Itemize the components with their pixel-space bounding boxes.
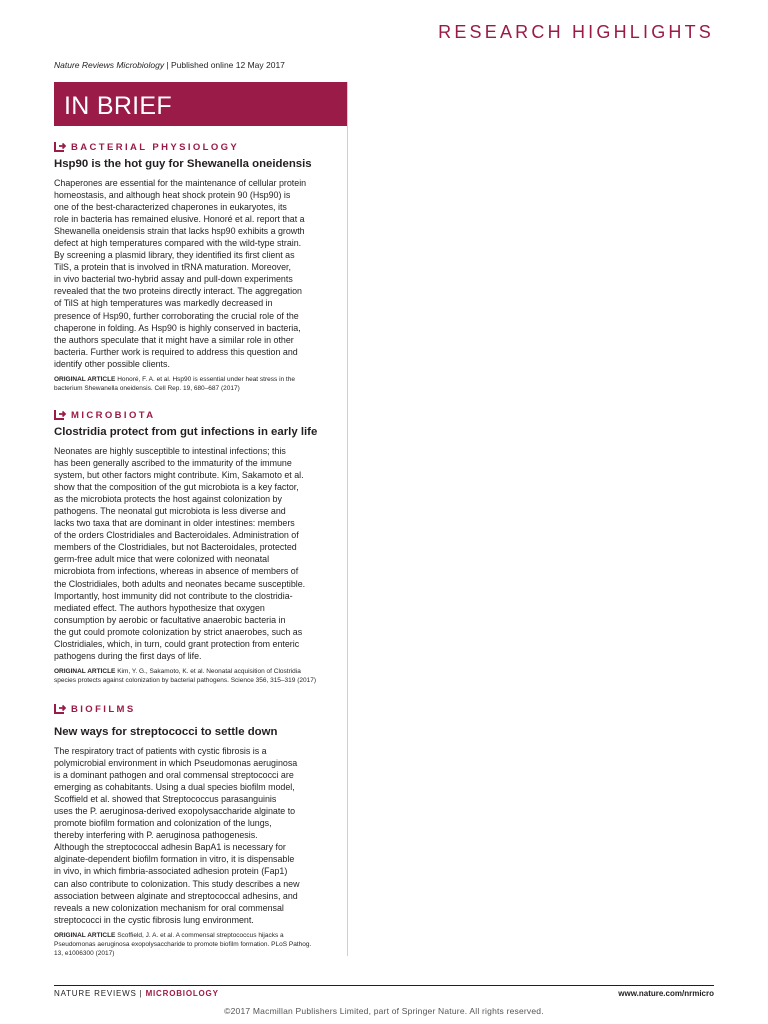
body-line: reveals a new colonization mechanism for oral commensal <box>54 902 284 913</box>
original-article <box>54 375 342 393</box>
body-line: of the orders Clostridiales and Bacteroidales. Administration of <box>54 530 299 541</box>
body-line: the gut could promote colonization by strict anaerobes, such as <box>54 626 303 637</box>
arrow-right-icon <box>54 141 66 153</box>
body-line: in vivo, in which fimbria-associated adhesion protein (Fap1) <box>54 866 288 877</box>
section-header <box>54 408 342 422</box>
body-line: in vivo bacterial two-hybrid assay and pull-down experiments <box>54 274 293 285</box>
body-line: polymicrobial environment in which Pseudomonas aeruginosa <box>54 758 298 769</box>
original-article <box>54 667 342 685</box>
reference-line: Pseudomonas aeruginosa exopolysaccharide to promote biofilm formation. PLoS Pathog. <box>54 940 312 948</box>
reference-line: Scoffield, J. A. et al. A commensal streptococcus hijacks a <box>117 931 284 939</box>
pub-separator: | <box>164 60 172 70</box>
body-line: Neonates are highly susceptible to intestinal infections; this <box>54 446 286 456</box>
publication-line <box>54 60 285 70</box>
original-article <box>54 931 342 958</box>
body-line: By screening a plasmid library, they identified its first client as <box>54 250 295 261</box>
section-headline: Hsp90 is the hot guy for Shewanella oneidensis <box>54 158 312 170</box>
section-category: BIOFILMS <box>71 703 136 715</box>
body-line: pathogens. The neonatal gut microbiota is less diverse and <box>54 506 286 517</box>
body-line: as the microbiota protects the host against colonization by <box>54 494 282 505</box>
section-headline: New ways for streptococci to settle down <box>54 726 278 738</box>
body-line: homeostasis, and although heat shock protein 90 (Hsp90) is <box>54 190 291 201</box>
body-line: members of the Clostridiales, but not Bacteroidales, protected <box>54 542 297 553</box>
body-line: can also contribute to colonization. This study describes a new <box>54 878 300 889</box>
reference-line: species protects against colonization by bacterial pathogens. Science 356, 315–319 (2017) <box>54 676 316 684</box>
section-category: MICROBIOTA <box>71 409 156 421</box>
original-article-label: ORIGINAL ARTICLE <box>54 931 116 939</box>
body-line: defect at high temperatures compared with the wild-type strain. <box>54 238 302 249</box>
body-line: TilS, a protein that is involved in tRNA maturation. Moreover, <box>54 262 291 273</box>
section-biofilms <box>54 702 342 958</box>
footer-divider <box>54 985 714 986</box>
body-line: the authors speculate that it might have a similar role in other <box>54 334 294 345</box>
section-body <box>54 445 342 662</box>
body-line: consumption by aerobic or facultative anaerobic bacteria in <box>54 614 286 625</box>
body-line: microbiota from infections, whereas in absence of members of <box>54 566 299 577</box>
body-line: Importantly, host immunity did not contribute to the clostridia- <box>54 590 293 601</box>
arrow-right-icon <box>54 409 66 421</box>
body-line: lacks two taxa that are dominant in older intestines: members <box>54 518 295 529</box>
body-line: Although the streptococcal adhesin BapA1 is necessary for <box>54 842 286 853</box>
body-line: emerging as cohabitants. Using a dual species biofilm model, <box>54 782 295 793</box>
original-article-label: ORIGINAL ARTICLE <box>54 667 116 675</box>
masthead: RESEARCH HIGHLIGHTS <box>438 22 714 42</box>
body-line: role in bacteria has remained elusive. Honoré et al. report that a <box>54 214 305 225</box>
footer-journal-section: MICROBIOLOGY <box>145 989 219 998</box>
in-brief-column <box>54 82 348 956</box>
body-line: mediated effect. The authors hypothesize that oxygen <box>54 602 265 613</box>
body-line: bacteria. Further work is required to address this question and <box>54 346 298 357</box>
section-body <box>54 177 342 370</box>
section-body <box>54 745 342 926</box>
body-line: pathogens during the first days of life. <box>54 650 202 661</box>
body-line: germ-free adult mice that were colonized with neonatal <box>54 554 270 565</box>
section-headline: Clostridia protect from gut infections in early life <box>54 426 318 438</box>
body-line: The respiratory tract of patients with cystic fibrosis is a <box>54 746 267 756</box>
body-line: identify other possible clients. <box>54 358 170 369</box>
reference-line: Kim, Y. G., Sakamoto, K. et al. Neonatal acquisition of Clostridia <box>117 667 301 675</box>
arrow-right-icon <box>54 703 66 715</box>
publication-date: Published online 12 May 2017 <box>171 60 285 70</box>
body-line: of TilS at high temperatures was markedly decreased in <box>54 298 273 309</box>
body-line: system, but other factors might contribute. Kim, Sakamoto et al. <box>54 470 304 481</box>
reference-line: 13, e1006300 (2017) <box>54 949 115 957</box>
body-line: Shewanella oneidensis strain that lacks hsp90 exhibits a growth <box>54 226 305 237</box>
body-line: Clostridiales, which, in turn, could grant protection from enteric <box>54 638 300 649</box>
body-line: the Clostridiales, both adults and neonates became susceptible. <box>54 578 306 589</box>
body-line: show that the composition of the gut microbiota is a key factor, <box>54 482 299 493</box>
footer-journal <box>54 989 219 998</box>
footer-separator: | <box>136 989 146 998</box>
body-line: thereby interfering with P. aeruginosa pathogenesis. <box>54 830 258 841</box>
body-line: one of the best-characterized chaperones in eukaryotes, its <box>54 202 287 213</box>
body-line: Scoffield et al. showed that Streptococcus parasanguinis <box>54 794 277 805</box>
journal-name: Nature Reviews Microbiology <box>54 60 165 70</box>
body-line: Chaperones are essential for the maintenance of cellular protein <box>54 178 307 188</box>
section-microbiota <box>54 408 342 685</box>
reference-line: bacterium Shewanella oneidensis. Cell Rep. 19, 680–687 (2017) <box>54 384 240 392</box>
section-category: BACTERIAL PHYSIOLOGY <box>71 141 240 153</box>
body-line: chaperone in folding. As Hsp90 is highly conserved in bacteria, <box>54 322 301 333</box>
body-line: promote biofilm formation and colonization of the lungs, <box>54 818 272 829</box>
section-header <box>54 140 342 154</box>
body-line: presence of Hsp90, further corroborating the crucial role of the <box>54 310 299 321</box>
original-article-label: ORIGINAL ARTICLE <box>54 375 116 383</box>
footer-journal-name: NATURE REVIEWS <box>54 989 137 998</box>
body-line: is a dominant pathogen and oral commensal streptococci are <box>54 770 294 781</box>
body-line: has been generally ascribed to the immaturity of the immune <box>54 458 292 469</box>
in-brief-banner: IN BRIEF <box>54 82 347 126</box>
copyright-notice: ©2017 Macmillan Publishers Limited, part of Springer Nature. All rights reserved. <box>224 1006 544 1016</box>
footer-url[interactable]: www.nature.com/nrmicro <box>618 989 714 998</box>
body-line: streptococci in the cystic fibrosis lung environment. <box>54 914 254 925</box>
section-bacterial-physiology <box>54 140 342 393</box>
body-line: uses the P. aeruginosa-derived exopolysaccharide alginate to <box>54 806 296 817</box>
body-line: alginate-dependent biofilm formation in vitro, it is dispensable <box>54 854 295 865</box>
body-line: revealed that the two proteins directly interact. The aggregation <box>54 286 302 297</box>
section-header <box>54 702 342 716</box>
reference-line: Honoré, F. A. et al. Hsp90 is essential under heat stress in the <box>117 375 295 383</box>
body-line: association between alginate and streptococcal adhesins, and <box>54 890 298 901</box>
